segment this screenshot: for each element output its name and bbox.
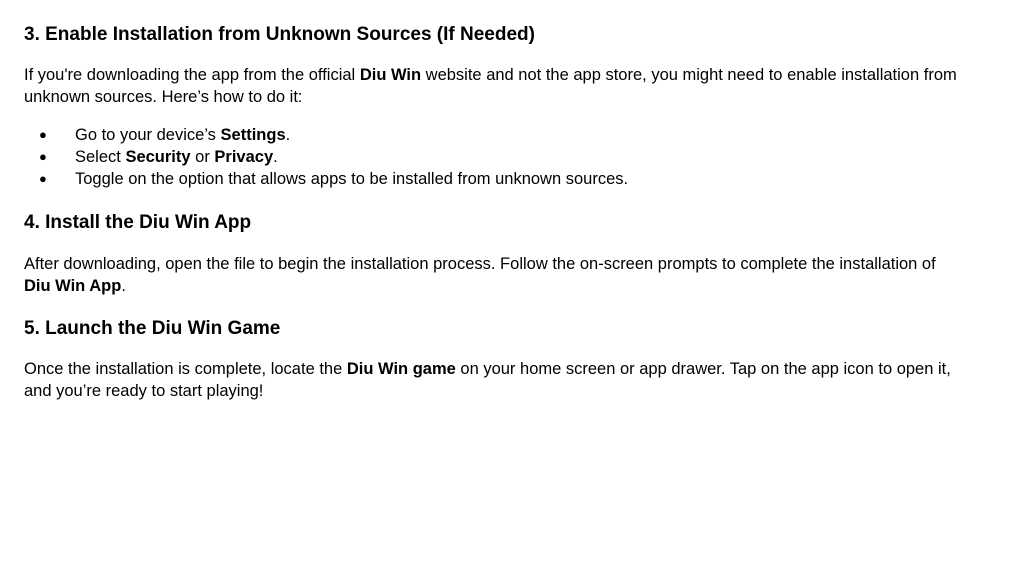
section-3-paragraph: [24, 64, 964, 108]
list-item-text: .: [273, 148, 278, 166]
section-4-paragraph: [24, 253, 964, 297]
section-3-heading: 3. Enable Installation from Unknown Sources (If Needed): [24, 24, 535, 45]
section-4-heading: 4. Install the Diu Win App: [24, 212, 252, 233]
list-item-bold: Security: [125, 148, 191, 166]
list-item-text: Toggle on the option that allows apps to be installed from unknown sources.: [75, 170, 629, 188]
section-5-paragraph: [24, 358, 964, 402]
list-item-text: or: [190, 148, 215, 166]
list-item: [24, 168, 628, 190]
section-3-text-2: website and not the app store, you might need to enable installation from unknown sources. Here’s how to do it:: [24, 66, 957, 106]
bullet-icon: ●: [39, 171, 47, 186]
section-5-text-2: on your home screen or app drawer. Tap on the app icon to open it, and you’re ready to start playing!: [24, 360, 951, 400]
list-item-bold: Privacy: [214, 148, 274, 166]
bullet-icon: ●: [39, 127, 47, 142]
list-item: [24, 124, 628, 146]
section-4-text-1: After downloading, open the file to begin the installation process. Follow the on-screen prompts to complete the installation of: [24, 255, 936, 273]
section-5-text-1: Once the installation is complete, locate the: [24, 360, 347, 378]
list-item-text: Go to your device’s: [75, 126, 221, 144]
list-item-text: .: [285, 126, 291, 144]
unknown-sources-steps-list: [24, 124, 628, 190]
section-3-text-1: If you're downloading the app from the official: [24, 66, 360, 84]
section-3-bold-diu-win: Diu Win: [359, 66, 422, 84]
section-5-bold-diu-win-game: Diu Win game: [346, 360, 456, 378]
section-4-bold-diu-win-app: Diu Win App: [24, 277, 122, 295]
list-item-text: Select: [75, 148, 126, 166]
list-item-bold: Settings: [220, 126, 286, 144]
bullet-icon: ●: [39, 149, 47, 164]
section-4-text-2: .: [121, 277, 126, 295]
section-5-heading: 5. Launch the Diu Win Game: [24, 318, 281, 339]
list-item: [24, 146, 628, 168]
